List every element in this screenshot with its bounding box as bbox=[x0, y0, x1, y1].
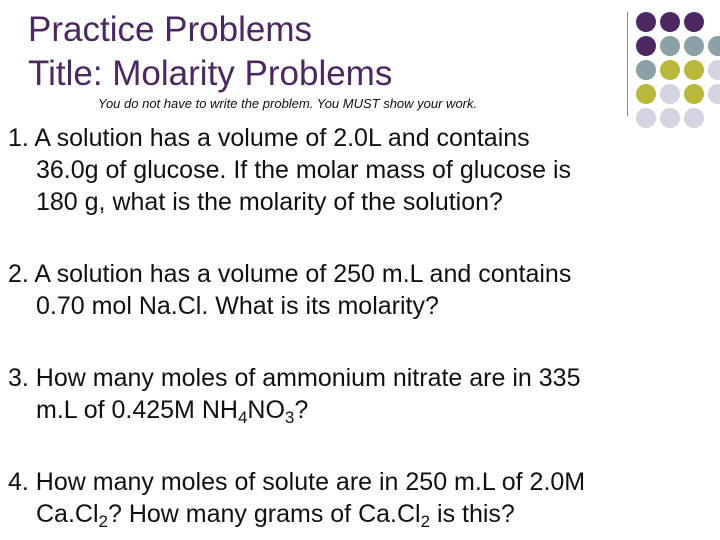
decor-dot bbox=[684, 60, 704, 80]
divider-line bbox=[627, 12, 628, 116]
problem-1 bbox=[8, 122, 713, 218]
subscript-2: 2 bbox=[98, 512, 108, 531]
problem-4 bbox=[8, 466, 713, 530]
decor-dot bbox=[708, 84, 720, 104]
decor-dot bbox=[636, 84, 656, 104]
decor-dot bbox=[684, 36, 704, 56]
problem-3-line-2 bbox=[8, 394, 713, 426]
problem-2-line-1: 2. A solution has a volume of 250 m.L and contains bbox=[8, 260, 572, 288]
decor-dot bbox=[684, 12, 704, 32]
problem-4-line-2 bbox=[8, 498, 713, 530]
problem-1-line-2: 36.0g of glucose. If the molar mass of glucose is bbox=[36, 156, 571, 184]
problem-4-text-a: Ca.Cl bbox=[36, 500, 99, 528]
problem-3-text-b: NO bbox=[247, 396, 285, 424]
decor-dot bbox=[636, 36, 656, 56]
problem-4-text-b: ? How many grams of Ca.Cl bbox=[107, 500, 421, 528]
decor-dot bbox=[636, 12, 656, 32]
problem-1-line-1: 1. A solution has a volume of 2.0L and contains bbox=[8, 124, 530, 152]
instruction-note: You do not have to write the problem. You MUST show your work. bbox=[98, 96, 478, 111]
subscript-3: 3 bbox=[284, 408, 295, 427]
problem-4-text-c: is this? bbox=[430, 500, 515, 528]
problem-4-line-1: 4. How many moles of solute are in 250 m.L of 2.0M bbox=[8, 468, 586, 496]
decor-dot bbox=[660, 12, 680, 32]
problem-1-line-3: 180 g, what is the molarity of the solution? bbox=[36, 188, 503, 216]
decor-dot bbox=[684, 84, 704, 104]
title-line-2: Title: Molarity Problems bbox=[28, 54, 393, 93]
title-line-1: Practice Problems bbox=[28, 10, 312, 49]
slide-title bbox=[28, 8, 392, 96]
subscript-4: 4 bbox=[237, 408, 248, 427]
decor-dot bbox=[660, 84, 680, 104]
problem-3-line-1: 3. How many moles of ammonium nitrate are in 335 bbox=[8, 364, 581, 392]
problem-3-text-c: ? bbox=[294, 396, 309, 424]
decor-dot bbox=[636, 60, 656, 80]
problem-3 bbox=[8, 362, 713, 426]
decor-dot bbox=[660, 60, 680, 80]
problem-2 bbox=[8, 258, 713, 322]
problem-3-text-a: m.L of 0.425M NH bbox=[36, 396, 238, 424]
subscript-2: 2 bbox=[420, 512, 431, 531]
decor-dot bbox=[708, 60, 720, 80]
decor-dot bbox=[660, 36, 680, 56]
problem-2-line-2: 0.70 mol Na.Cl. What is its molarity? bbox=[36, 292, 439, 320]
decor-dot bbox=[708, 36, 720, 56]
